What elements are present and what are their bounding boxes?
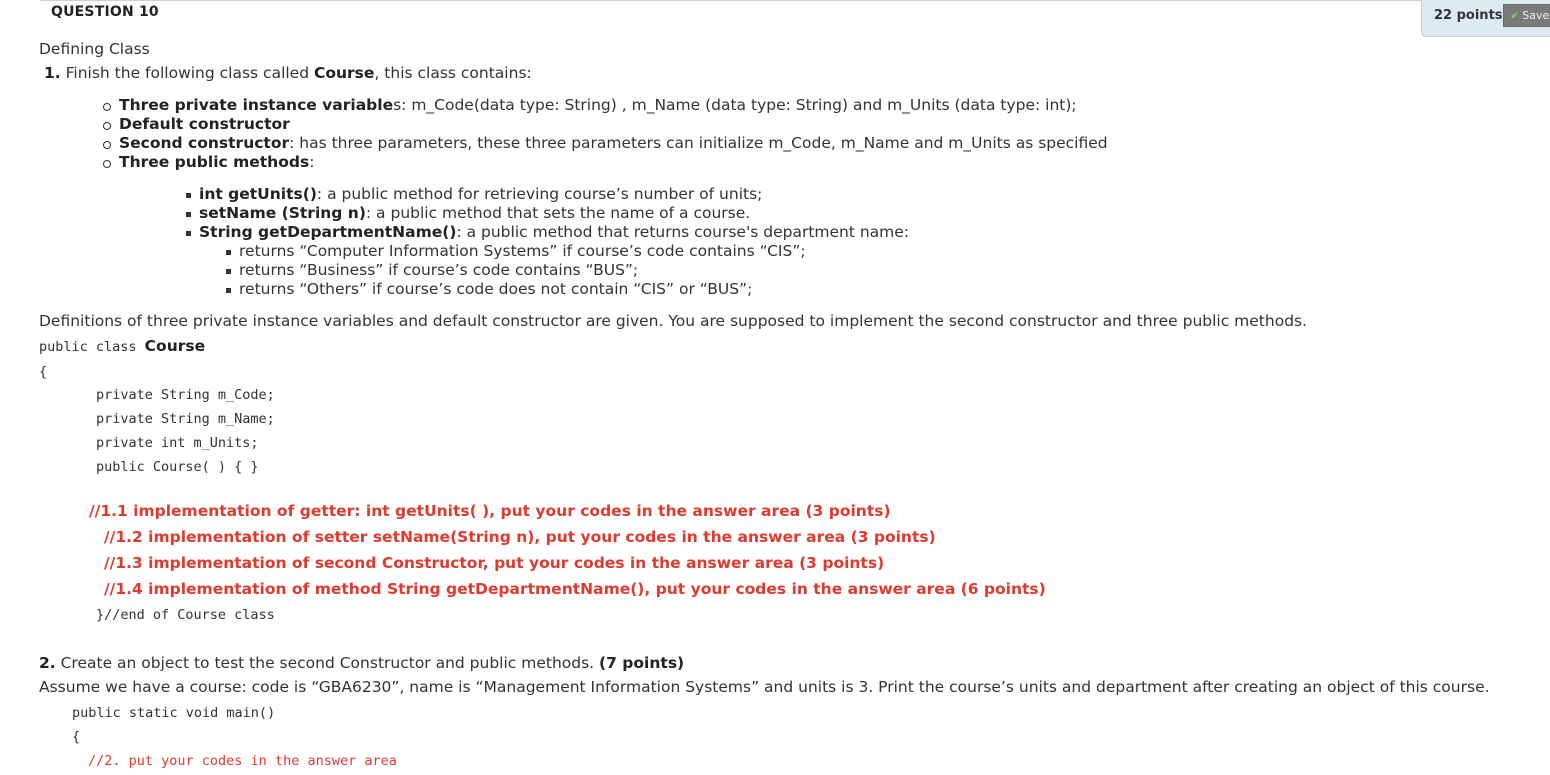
question-2-text: 2. Create an object to test the second Constructor and public methods. (7 points) [39, 654, 685, 672]
task-comment: //1.3 implementation of second Constructor, put your codes in the answer area (3 points) [104, 554, 885, 572]
bullet-item: Default constructor [119, 115, 290, 133]
main-declaration: public static void main() [72, 705, 276, 721]
class-declaration: public class Course [39, 337, 206, 355]
question-1-text [44, 64, 532, 82]
q1-number: 1. [44, 64, 61, 82]
q1-intro: Finish the following class called [60, 64, 314, 82]
return-item: returns “Computer Information Systems” if course’s code contains “CIS”; [239, 242, 806, 260]
points-value: 22 points [1434, 8, 1503, 23]
code-open-brace: { [39, 364, 48, 380]
bullet-item: Second constructor: has three parameters, these three parameters can initialize m_Code, m_Name and m_Units as specified [119, 134, 1108, 152]
code-line: private int m_Units; [96, 435, 259, 451]
q1-intro-end: , this class contains: [374, 64, 532, 82]
main-open-brace: { [72, 729, 81, 745]
bullet-square-icon [186, 193, 191, 198]
bullet-circle-icon [103, 141, 111, 149]
bullet-square-icon [226, 269, 231, 274]
return-item: returns “Others” if course’s code does not contain “CIS” or “BUS”; [239, 280, 753, 298]
task-comment: //1.4 implementation of method String getDepartmentName(), put your codes in the answer area (6 points) [104, 580, 1046, 598]
bullet-square-icon [226, 288, 231, 293]
bullet-circle-icon [103, 160, 111, 168]
save-button[interactable] [1503, 4, 1550, 27]
question-divider [40, 0, 1550, 1]
save-label: Save [1522, 9, 1550, 22]
code-line: public Course( ) { } [96, 459, 259, 475]
code-end-class: }//end of Course class [96, 607, 275, 623]
bullet-square-icon [186, 212, 191, 217]
task-comment: //1.1 implementation of getter: int getUnits( ), put your codes in the answer area (3 points) [89, 502, 891, 520]
bullet-circle-icon [103, 122, 111, 130]
q1-class-name: Course [313, 64, 375, 82]
method-item: int getUnits(): a public method for retrieving course’s number of units; [199, 185, 763, 203]
return-item: returns “Business” if course’s code contains “BUS”; [239, 261, 639, 279]
code-line: private String m_Name; [96, 411, 275, 427]
bullet-item: Three public methods: [119, 153, 315, 171]
method-item: setName (String n): a public method that sets the name of a course. [199, 204, 751, 222]
bullet-square-icon [186, 231, 191, 236]
main-comment: //2. put your codes in the answer area [88, 753, 397, 769]
bullet-item: Three private instance variables: m_Code(data type: String) , m_Name (data type: String) and m_Units (data type: int); [119, 96, 1077, 114]
method-item: String getDepartmentName(): a public method that returns course's department name: [199, 223, 910, 241]
points-panel [1421, 0, 1550, 37]
task-comment: //1.2 implementation of setter setName(String n), put your codes in the answer area (3 points) [104, 528, 936, 546]
question-label: QUESTION 10 [51, 4, 159, 20]
check-icon: ✔ [1510, 9, 1520, 22]
question-2-assumption: Assume we have a course: code is “GBA6230”, name is “Management Information Systems” and units is 3. Print the course’s units and department after creating an object of this course. [39, 678, 1490, 696]
bullet-square-icon [226, 250, 231, 255]
bullet-circle-icon [103, 103, 111, 111]
definitions-text: Definitions of three private instance variables and default constructor are given. You are supposed to implement the second constructor and three public methods. [39, 312, 1308, 330]
code-line: private String m_Code; [96, 387, 275, 403]
section-title: Defining Class [39, 40, 150, 58]
